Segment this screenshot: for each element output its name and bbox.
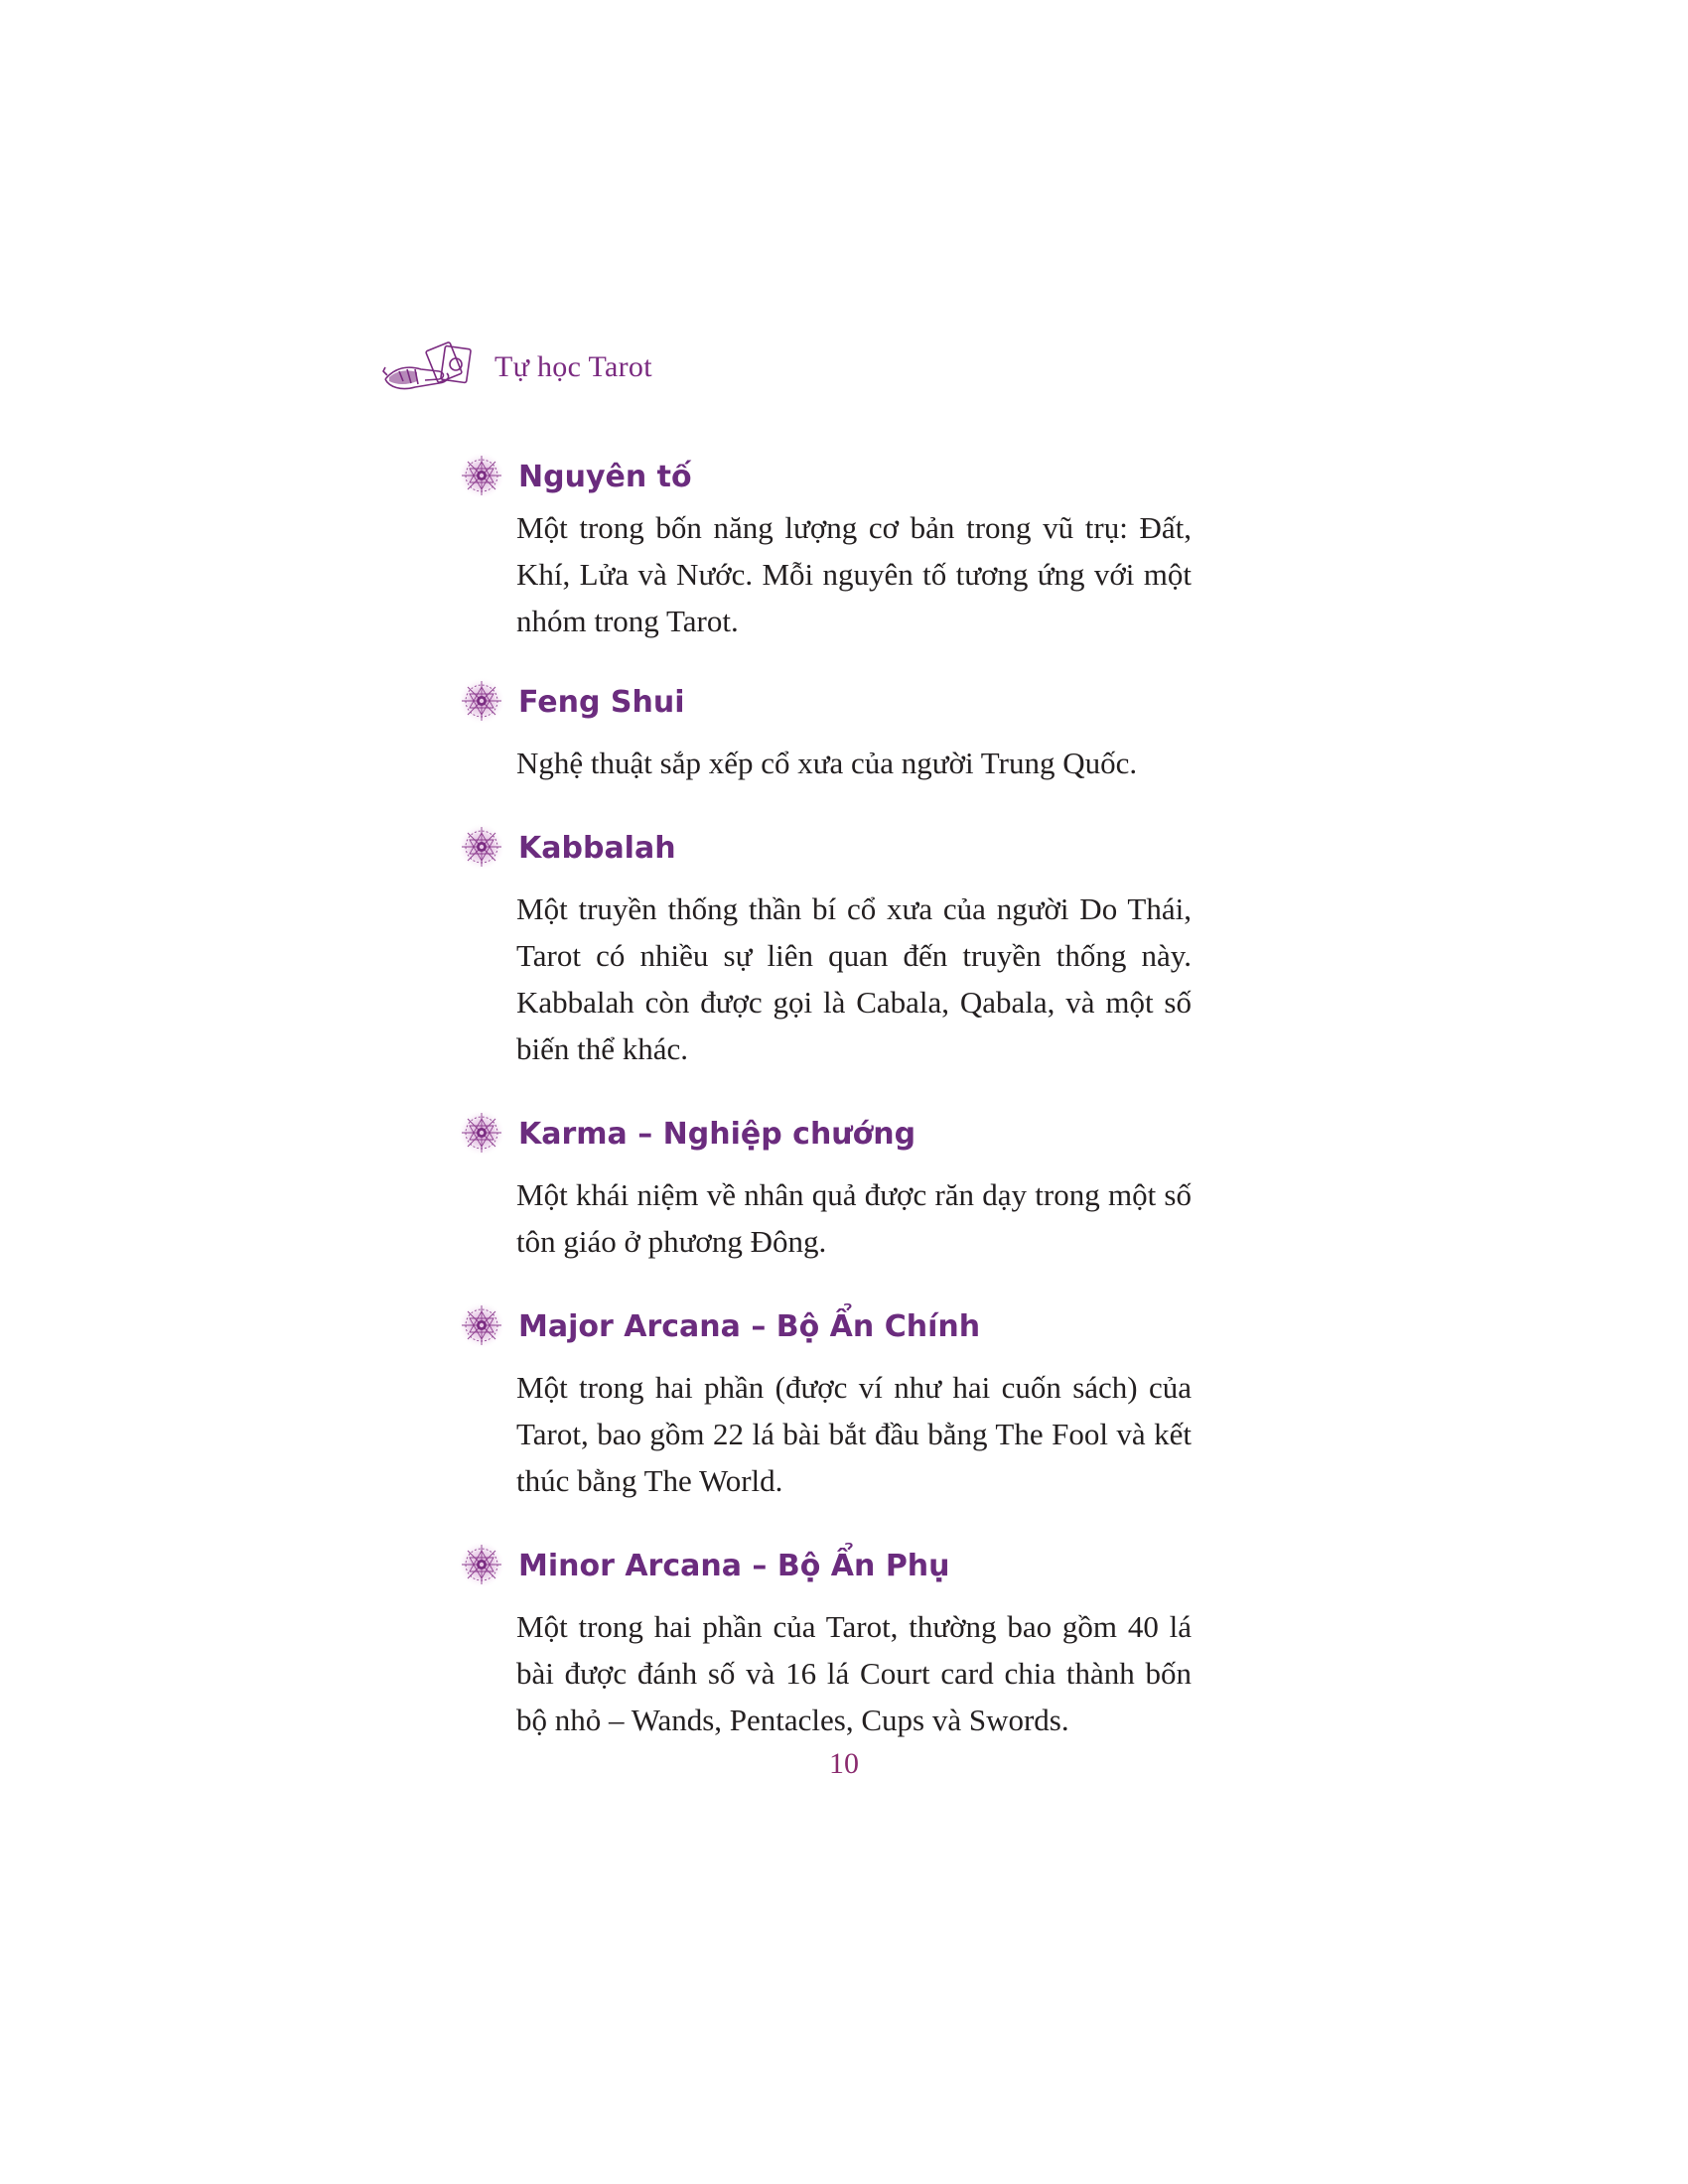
glossary-entry (457, 1298, 1192, 1504)
entry-title: Major Arcana – Bộ Ẩn Chính (518, 1308, 981, 1344)
entry-heading (457, 1106, 1192, 1161)
entry-heading (457, 1538, 1192, 1593)
entry-heading (457, 1298, 1192, 1354)
entry-definition: Một trong bốn năng lượng cơ bản trong vũ trụ: Đất, Khí, Lửa và Nước. Mỗi nguyên tố tương ứng với một nhóm trong Tarot. (516, 510, 1192, 638)
entry-definition: Một truyền thống thần bí cổ xưa của người Do Thái, Tarot có nhiều sự liên quan đến truyền thống này. Kabbalah còn được gọi là Cabala, Qabala, và một số biến thể khác. (516, 891, 1192, 1066)
page-number: 10 (829, 1747, 859, 1780)
entry-definition: Một trong hai phần của Tarot, thường bao gồm 40 lá bài được đánh số và 16 lá Court card chia thành bốn bộ nhỏ – Wands, Pentacles, Cups và Swords. (516, 1609, 1192, 1737)
glossary-entry (457, 1106, 1192, 1265)
entry-title: Nguyên tố (518, 459, 692, 494)
star-mandala-icon (457, 822, 506, 872)
entry-heading (457, 449, 1192, 504)
entry-title: Minor Arcana – Bộ Ẩn Phụ (518, 1548, 950, 1583)
star-mandala-icon (457, 1300, 506, 1350)
star-mandala-icon (457, 1540, 506, 1589)
glossary-entry (457, 820, 1192, 1072)
entry-heading (457, 674, 1192, 730)
star-mandala-icon (457, 676, 506, 726)
header-title: Tự học Tarot (494, 350, 652, 383)
hands-holding-tarot-cards-icon (381, 338, 491, 397)
star-mandala-icon (457, 1108, 506, 1158)
glossary-entry (457, 674, 1192, 786)
glossary-entry (457, 449, 1192, 644)
entry-definition: Một khái niệm về nhân quả được răn dạy trong một số tôn giáo ở phương Đông. (516, 1177, 1192, 1259)
entry-title: Feng Shui (518, 684, 685, 720)
glossary-list (457, 449, 1192, 1743)
star-mandala-icon (457, 451, 506, 500)
running-header (381, 338, 652, 397)
entry-definition: Nghệ thuật sắp xếp cổ xưa của người Trung Quốc. (516, 746, 1138, 780)
glossary-entry (457, 1538, 1192, 1743)
entry-title: Karma – Nghiệp chướng (518, 1116, 916, 1152)
entry-title: Kabbalah (518, 830, 676, 866)
entry-heading (457, 820, 1192, 876)
entry-definition: Một trong hai phần (được ví như hai cuốn sách) của Tarot, bao gồm 22 lá bài bắt đầu bằng The Fool và kết thúc bằng The World. (516, 1370, 1192, 1498)
